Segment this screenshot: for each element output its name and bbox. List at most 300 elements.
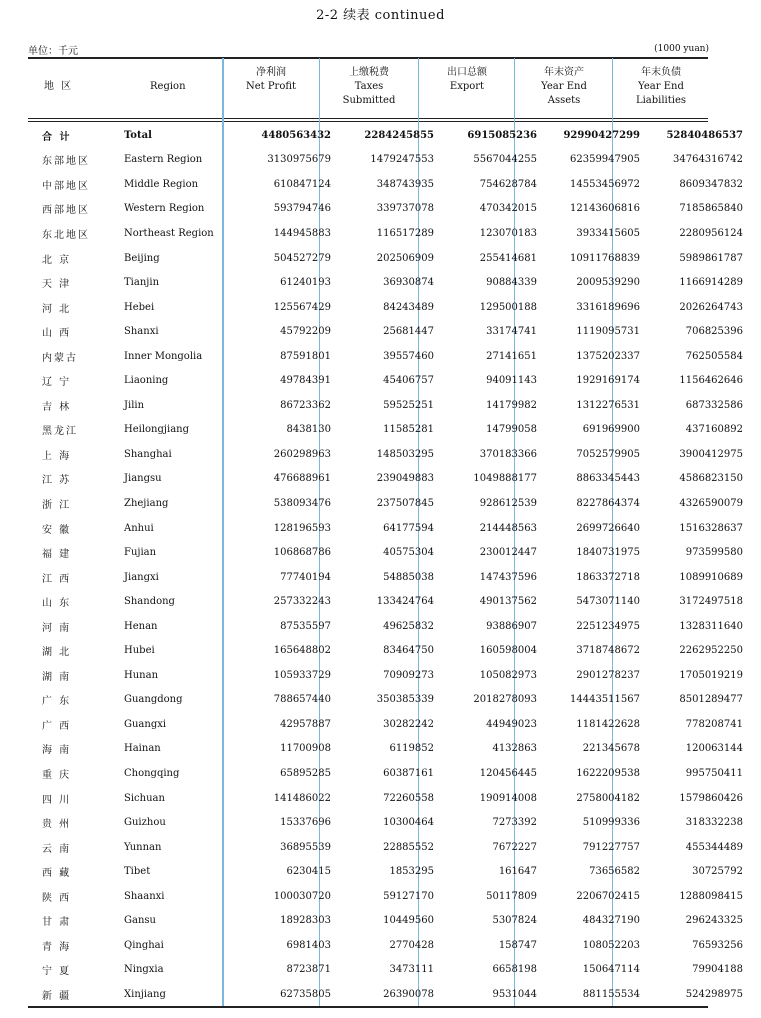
cell-liabilities: 4326590079: [679, 497, 743, 509]
cell-region-cn: 江 西: [42, 573, 72, 585]
cell-export: 14179982: [486, 399, 537, 411]
cell-region-cn: 云 南: [42, 843, 72, 855]
table-row: [28, 295, 751, 320]
cell-assets: 3316189696: [576, 301, 640, 313]
header-taxes-en2: Submitted: [342, 95, 396, 106]
cell-assets: 221345678: [582, 743, 640, 755]
cell-net-profit: 128196593: [273, 522, 331, 534]
header-liabilities-en1: Year End: [638, 81, 684, 92]
cell-region-cn: 重 庆: [42, 769, 72, 781]
cell-export: 94091143: [486, 375, 537, 387]
cell-region-en: Beijing: [124, 252, 160, 264]
cell-region-en: Shaanxi: [124, 890, 165, 902]
cell-liabilities: 687332586: [685, 399, 743, 411]
cell-net-profit: 100030720: [273, 890, 331, 902]
cell-export: 105082973: [479, 669, 537, 681]
header-rule: [28, 118, 708, 119]
cell-region-en: Gansu: [124, 915, 156, 927]
cell-assets: 1622209538: [576, 767, 640, 779]
cell-region-en: Fujian: [124, 547, 157, 559]
cell-region-cn: 湖 南: [42, 671, 72, 683]
table-row: [28, 909, 751, 934]
header-export-en: Export: [449, 81, 485, 92]
table-row: [28, 786, 751, 811]
cell-region-en: Yunnan: [124, 841, 162, 853]
table-row: [28, 761, 751, 786]
cell-taxes: 59525251: [383, 399, 434, 411]
cell-liabilities: 1288098415: [679, 890, 743, 902]
cell-taxes: 84243489: [383, 301, 434, 313]
cell-region-cn: 宁 夏: [42, 966, 72, 978]
cell-liabilities: 4586823150: [679, 473, 743, 485]
cell-region-en: Qinghai: [124, 939, 164, 951]
cell-assets: 2206702415: [576, 890, 640, 902]
cell-region-cn: 福 建: [42, 549, 72, 561]
cell-region-cn: 内蒙古: [42, 352, 78, 364]
cell-net-profit: 11700908: [280, 743, 331, 755]
cell-taxes: 45406757: [383, 375, 434, 387]
cell-export: 44949023: [486, 718, 537, 730]
cell-liabilities: 706825396: [685, 326, 743, 338]
cell-assets: 791227757: [582, 841, 640, 853]
cell-assets: 484327190: [582, 915, 640, 927]
cell-net-profit: 36895539: [280, 841, 331, 853]
cell-net-profit: 49784391: [280, 375, 331, 387]
cell-export: 147437596: [479, 571, 537, 583]
cell-region-en: Sichuan: [124, 792, 165, 804]
cell-liabilities: 52840486537: [666, 129, 743, 141]
cell-export: 4132863: [492, 743, 537, 755]
table-row: [28, 663, 751, 688]
cell-taxes: 348743935: [376, 178, 434, 190]
header-liabilities: [615, 66, 707, 108]
table-row: [28, 810, 751, 835]
header-taxes-en1: Taxes: [354, 81, 384, 92]
cell-liabilities: 34764316742: [673, 154, 743, 166]
cell-region-en: Xinjiang: [124, 988, 166, 1000]
table-row: [28, 467, 751, 492]
header-net-profit-en: Net Profit: [245, 81, 297, 92]
cell-taxes: 237507845: [376, 497, 434, 509]
cell-region-cn: 吉 林: [42, 401, 72, 413]
cell-taxes: 350385339: [376, 694, 434, 706]
cell-net-profit: 144945883: [273, 227, 331, 239]
cell-region-en: Middle Region: [124, 178, 199, 190]
cell-taxes: 30282242: [383, 718, 434, 730]
cell-export: 230012447: [479, 547, 537, 559]
cell-region-cn: 东部地区: [42, 156, 90, 168]
cell-region-cn: 广 西: [42, 720, 72, 732]
table-top-rule: [28, 57, 708, 59]
cell-region-en: Anhui: [124, 522, 154, 534]
cell-assets: 1863372718: [576, 571, 640, 583]
cell-taxes: 10300464: [383, 817, 434, 829]
cell-export: 5567044255: [473, 154, 537, 166]
cell-region-cn: 东北地区: [42, 229, 90, 241]
cell-region-en: Zhejiang: [124, 497, 169, 509]
cell-region-cn: 陕 西: [42, 892, 72, 904]
cell-liabilities: 3900412975: [679, 448, 743, 460]
cell-region-en: Eastern Region: [124, 154, 203, 166]
cell-region-cn: 合 计: [42, 131, 72, 143]
cell-net-profit: 106868786: [273, 547, 331, 559]
cell-liabilities: 455344489: [685, 841, 743, 853]
total-row: [28, 123, 751, 148]
cell-net-profit: 788657440: [273, 694, 331, 706]
cell-liabilities: 524298975: [685, 988, 743, 1000]
cell-region-en: Chongqing: [124, 767, 180, 779]
cell-region-en: Tianjin: [124, 277, 160, 289]
table-row: [28, 172, 751, 197]
cell-region-cn: 河 北: [42, 303, 72, 315]
table-row: [28, 246, 751, 271]
cell-assets: 14553456972: [570, 178, 640, 190]
cell-net-profit: 8438130: [286, 424, 331, 436]
cell-region-en: Western Region: [124, 203, 205, 215]
cell-export: 93886907: [486, 620, 537, 632]
cell-region-en: Hainan: [124, 743, 161, 755]
header-region-en: Region: [150, 81, 186, 92]
cell-export: 7273392: [492, 817, 537, 829]
cell-assets: 3718748672: [576, 645, 640, 657]
cell-region-cn: 辽 宁: [42, 377, 72, 389]
cell-region-cn: 海 南: [42, 745, 72, 757]
header-assets: [518, 66, 610, 108]
header-assets-en1: Year End: [541, 81, 587, 92]
table-row: [28, 368, 751, 393]
cell-taxes: 36930874: [383, 277, 434, 289]
cell-taxes: 3473111: [389, 964, 434, 976]
table-row: [28, 958, 751, 983]
cell-taxes: 83464750: [383, 645, 434, 657]
cell-liabilities: 1705019219: [679, 669, 743, 681]
cell-net-profit: 62735805: [280, 988, 331, 1000]
cell-export: 129500188: [479, 301, 537, 313]
cell-taxes: 64177594: [383, 522, 434, 534]
cell-region-cn: 江 苏: [42, 475, 72, 487]
table-row: [28, 982, 751, 1007]
cell-taxes: 72260558: [383, 792, 434, 804]
cell-liabilities: 8609347832: [679, 178, 743, 190]
cell-assets: 510999336: [582, 817, 640, 829]
cell-net-profit: 3130975679: [267, 154, 331, 166]
header-net-profit-cn: 净利润: [256, 67, 286, 78]
cell-taxes: 116517289: [376, 227, 434, 239]
cell-region-cn: 甘 肃: [42, 917, 72, 929]
cell-export: 370183366: [479, 448, 537, 460]
cell-net-profit: 42957887: [280, 718, 331, 730]
cell-assets: 7052579905: [576, 448, 640, 460]
cell-assets: 10911768839: [570, 252, 640, 264]
cell-net-profit: 593794746: [273, 203, 331, 215]
cell-net-profit: 141486022: [273, 792, 331, 804]
cell-assets: 1119095731: [576, 326, 640, 338]
table-row: [28, 148, 751, 173]
unit-label: 单位：千元: [28, 46, 78, 57]
cell-liabilities: 3172497518: [679, 596, 743, 608]
cell-net-profit: 538093476: [273, 497, 331, 509]
cell-liabilities: 1328311640: [679, 620, 743, 632]
cell-export: 928612539: [479, 497, 537, 509]
cell-export: 90884339: [486, 277, 537, 289]
table-row: [28, 516, 751, 541]
cell-region-en: Northeast Region: [124, 227, 214, 239]
cell-net-profit: 6230415: [286, 866, 331, 878]
cell-region-en: Tibet: [124, 866, 151, 878]
cell-assets: 1929169174: [576, 375, 640, 387]
cell-net-profit: 4480563432: [261, 129, 331, 141]
cell-net-profit: 610847124: [273, 178, 331, 190]
cell-region-en: Guangdong: [124, 694, 183, 706]
cell-region-en: Shanghai: [124, 448, 172, 460]
cell-region-cn: 浙 江: [42, 499, 72, 511]
cell-export: 1049888177: [473, 473, 537, 485]
cell-net-profit: 6981403: [286, 939, 331, 951]
cell-net-profit: 257332243: [273, 596, 331, 608]
table-row: [28, 688, 751, 713]
cell-export: 754628784: [479, 178, 537, 190]
cell-region-en: Total: [124, 129, 152, 141]
cell-taxes: 11585281: [383, 424, 434, 436]
cell-region-en: Liaoning: [124, 375, 169, 387]
table-row: [28, 197, 751, 222]
cell-assets: 2758004182: [576, 792, 640, 804]
cell-liabilities: 30725792: [692, 866, 743, 878]
cell-assets: 8227864374: [576, 497, 640, 509]
cell-liabilities: 1516328637: [679, 522, 743, 534]
cell-assets: 691969900: [582, 424, 640, 436]
table-row: [28, 638, 751, 663]
cell-assets: 2251234975: [576, 620, 640, 632]
cell-liabilities: 437160892: [685, 424, 743, 436]
cell-assets: 108052203: [582, 939, 640, 951]
cell-region-cn: 贵 州: [42, 819, 72, 831]
table-row: [28, 418, 751, 443]
table-row: [28, 589, 751, 614]
cell-liabilities: 1089910689: [679, 571, 743, 583]
cell-taxes: 54885038: [383, 571, 434, 583]
unit-label-en: (1000 yuan): [654, 44, 709, 54]
cell-net-profit: 65895285: [280, 767, 331, 779]
table-row: [28, 859, 751, 884]
cell-liabilities: 778208741: [685, 718, 743, 730]
cell-export: 6658198: [492, 964, 537, 976]
cell-liabilities: 1579860426: [679, 792, 743, 804]
cell-net-profit: 61240193: [280, 277, 331, 289]
cell-liabilities: 296243325: [685, 915, 743, 927]
header-taxes: [323, 66, 415, 108]
cell-region-en: Hunan: [124, 669, 159, 681]
cell-taxes: 1479247553: [370, 154, 434, 166]
header-region-cn: 地 区: [44, 81, 74, 92]
cell-assets: 1181422628: [576, 718, 640, 730]
cell-taxes: 25681447: [383, 326, 434, 338]
cell-net-profit: 8723871: [286, 964, 331, 976]
cell-region-cn: 西部地区: [42, 205, 90, 217]
cell-region-cn: 青 海: [42, 941, 72, 953]
cell-net-profit: 87535597: [280, 620, 331, 632]
cell-assets: 150647114: [582, 964, 640, 976]
cell-export: 120456445: [479, 767, 537, 779]
cell-region-en: Guizhou: [124, 817, 166, 829]
cell-assets: 5473071140: [576, 596, 640, 608]
cell-region-cn: 上 海: [42, 450, 72, 462]
cell-liabilities: 995750411: [685, 767, 743, 779]
cell-region-cn: 中部地区: [42, 180, 90, 192]
cell-region-cn: 北 京: [42, 254, 72, 266]
cell-region-cn: 黑龙江: [42, 426, 78, 438]
cell-liabilities: 1156462646: [679, 375, 743, 387]
cell-assets: 2901278237: [576, 669, 640, 681]
cell-region-cn: 河 南: [42, 622, 72, 634]
cell-net-profit: 15337696: [280, 817, 331, 829]
cell-taxes: 39557460: [383, 350, 434, 362]
cell-export: 33174741: [486, 326, 537, 338]
cell-net-profit: 504527279: [273, 252, 331, 264]
cell-export: 5307824: [492, 915, 537, 927]
cell-taxes: 1853295: [389, 866, 434, 878]
cell-net-profit: 77740194: [280, 571, 331, 583]
cell-taxes: 148503295: [376, 448, 434, 460]
cell-liabilities: 120063144: [685, 743, 743, 755]
table-row: [28, 933, 751, 958]
cell-region-en: Ningxia: [124, 964, 164, 976]
cell-export: 50117809: [486, 890, 537, 902]
cell-taxes: 22885552: [383, 841, 434, 853]
cell-liabilities: 318332238: [685, 817, 743, 829]
cell-region-en: Heilongjiang: [124, 424, 189, 436]
cell-region-en: Hebei: [124, 301, 155, 313]
header-export: [421, 66, 513, 94]
header-liabilities-cn: 年末负债: [641, 67, 681, 78]
cell-taxes: 2284245855: [364, 129, 434, 141]
cell-net-profit: 87591801: [280, 350, 331, 362]
cell-taxes: 339737078: [376, 203, 434, 215]
cell-liabilities: 76593256: [692, 939, 743, 951]
cell-region-en: Inner Mongolia: [124, 350, 203, 362]
cell-taxes: 2770428: [389, 939, 434, 951]
table-row: [28, 737, 751, 762]
cell-assets: 8863345443: [576, 473, 640, 485]
cell-region-en: Jiangxi: [124, 571, 159, 583]
cell-export: 158747: [498, 939, 537, 951]
cell-export: 27141651: [486, 350, 537, 362]
cell-liabilities: 2026264743: [679, 301, 743, 313]
table-row: [28, 835, 751, 860]
page-title: 2-2 续表 continued: [316, 8, 445, 23]
cell-net-profit: 45792209: [280, 326, 331, 338]
table-row: [28, 270, 751, 295]
cell-region-en: Henan: [124, 620, 158, 632]
cell-region-en: Jilin: [124, 399, 145, 411]
table-row: [28, 344, 751, 369]
table-row: [28, 712, 751, 737]
cell-taxes: 59127170: [383, 890, 434, 902]
cell-export: 255414681: [479, 252, 537, 264]
cell-assets: 12143606816: [570, 203, 640, 215]
cell-region-cn: 山 东: [42, 598, 72, 610]
cell-export: 7672227: [492, 841, 537, 853]
cell-region-en: Shandong: [124, 596, 175, 608]
cell-export: 490137562: [479, 596, 537, 608]
cell-taxes: 239049883: [376, 473, 434, 485]
cell-liabilities: 1166914289: [679, 277, 743, 289]
cell-region-cn: 西 藏: [42, 868, 72, 880]
cell-net-profit: 105933729: [273, 669, 331, 681]
data-table: [28, 123, 751, 1007]
cell-taxes: 202506909: [376, 252, 434, 264]
cell-assets: 73656582: [589, 866, 640, 878]
table-row: [28, 884, 751, 909]
cell-region-cn: 天 津: [42, 279, 72, 291]
table-row: [28, 540, 751, 565]
table-row: [28, 565, 751, 590]
table-row: [28, 491, 751, 516]
cell-net-profit: 125567429: [273, 301, 331, 313]
cell-net-profit: 18928303: [280, 915, 331, 927]
cell-export: 160598004: [479, 645, 537, 657]
cell-export: 470342015: [479, 203, 537, 215]
header-rule-double: [28, 121, 708, 122]
cell-export: 14799058: [486, 424, 537, 436]
table-row: [28, 393, 751, 418]
cell-taxes: 70909273: [383, 669, 434, 681]
cell-assets: 3933415605: [576, 227, 640, 239]
cell-region-en: Jiangsu: [124, 473, 162, 485]
cell-taxes: 26390078: [383, 988, 434, 1000]
cell-export: 190914008: [479, 792, 537, 804]
header-liabilities-en2: Liabilities: [635, 95, 687, 106]
cell-assets: 1312276531: [576, 399, 640, 411]
cell-region-en: Guangxi: [124, 718, 167, 730]
header-export-cn: 出口总额: [447, 67, 487, 78]
cell-assets: 92990427299: [563, 129, 640, 141]
cell-export: 161647: [498, 866, 537, 878]
cell-liabilities: 2280956124: [679, 227, 743, 239]
cell-assets: 14443511567: [570, 694, 640, 706]
table-row: [28, 319, 751, 344]
table-row: [28, 442, 751, 467]
cell-export: 214448563: [479, 522, 537, 534]
cell-liabilities: 973599580: [685, 547, 743, 559]
cell-region-en: Shanxi: [124, 326, 159, 338]
header-net-profit: [225, 66, 317, 94]
cell-region-cn: 新 疆: [42, 990, 72, 1002]
cell-assets: 1375202337: [576, 350, 640, 362]
cell-taxes: 10449560: [383, 915, 434, 927]
cell-region-cn: 四 川: [42, 794, 72, 806]
cell-region-cn: 湖 北: [42, 647, 72, 659]
cell-assets: 2699726640: [576, 522, 640, 534]
cell-region-cn: 山 西: [42, 328, 72, 340]
cell-export: 2018278093: [473, 694, 537, 706]
cell-export: 6915085236: [467, 129, 537, 141]
cell-taxes: 133424764: [376, 596, 434, 608]
cell-taxes: 40575304: [383, 547, 434, 559]
cell-assets: 881155534: [582, 988, 640, 1000]
cell-net-profit: 165648802: [273, 645, 331, 657]
cell-liabilities: 79904188: [692, 964, 743, 976]
cell-liabilities: 5989861787: [679, 252, 743, 264]
cell-net-profit: 260298963: [273, 448, 331, 460]
cell-net-profit: 476688961: [273, 473, 331, 485]
cell-liabilities: 2262952250: [679, 645, 743, 657]
cell-region-cn: 安 徽: [42, 524, 72, 536]
table-row: [28, 221, 751, 246]
header-taxes-cn: 上缴税费: [349, 67, 389, 78]
cell-taxes: 49625832: [383, 620, 434, 632]
table-row: [28, 614, 751, 639]
